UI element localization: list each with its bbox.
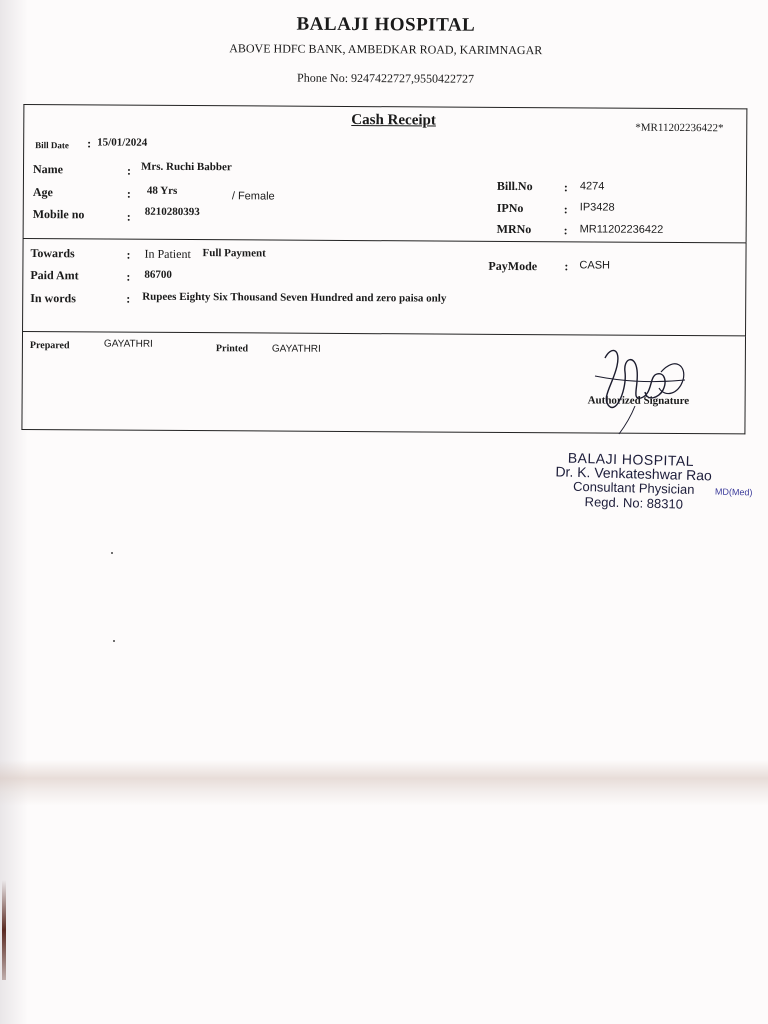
receipt-title: Cash Receipt <box>351 112 436 129</box>
paper-fold-shadow <box>0 760 768 806</box>
paymode-label: PayMode <box>488 258 538 274</box>
bill-no-value: 4274 <box>579 180 605 193</box>
printed-by: GAYATHRI <box>271 343 321 355</box>
mobile-label: Mobile no <box>32 207 85 222</box>
prepared-by: GAYATHRI <box>103 338 153 350</box>
paper-edge <box>2 880 6 980</box>
mr-no-colon: : <box>563 223 568 238</box>
bill-no-colon: : <box>563 180 568 195</box>
paid-amount-label: Paid Amt <box>30 268 79 283</box>
stamp-doctor-name: Dr. K. Venkateshwar Rao <box>555 463 713 484</box>
age-colon: : <box>126 186 131 201</box>
hospital-name: BALAJI HOSPITAL <box>296 13 476 36</box>
patient-age: 48 Yrs <box>146 184 178 197</box>
paid-amount-value: 86700 <box>144 268 172 281</box>
paymode-colon: : <box>564 259 569 274</box>
towards-detail: Full Payment <box>202 247 266 260</box>
amount-in-words: Rupees Eighty Six Thousand Seven Hundred and zero paisa only <box>142 290 447 305</box>
hospital-phone: Phone No: 9247422727,9550422727 <box>297 70 475 86</box>
bill-date-colon: : <box>87 136 92 151</box>
ip-no-colon: : <box>563 202 568 217</box>
in-words-label: In words <box>30 291 76 306</box>
in-words-colon: : <box>126 291 131 306</box>
bill-date-value: 15/01/2024 <box>97 136 148 149</box>
paid-amount-colon: : <box>126 269 131 284</box>
patient-gender: / Female <box>231 190 275 203</box>
towards-colon: : <box>126 247 131 262</box>
name-colon: : <box>126 163 132 178</box>
doctor-stamp <box>548 449 768 512</box>
towards-label: Towards <box>30 246 75 261</box>
stamp-designation: Consultant Physician <box>572 478 695 497</box>
towards-prefix: In Patient <box>144 246 191 262</box>
mr-no-value: MR11202236422 <box>579 223 664 236</box>
age-label: Age <box>32 185 53 200</box>
stamp-hospital-name: BALAJI HOSPITAL <box>567 449 695 469</box>
ip-no-value: IP3428 <box>579 201 615 214</box>
mr-no-label: MRNo <box>496 221 532 237</box>
mr-barcode-text: *MR11202236422* <box>635 121 724 135</box>
bill-date-label: Bill Date <box>35 140 69 151</box>
patient-mobile: 8210280393 <box>144 205 200 219</box>
stamp-registration: Regd. No: 88310 <box>584 494 684 512</box>
printed-label: Printed <box>215 343 249 355</box>
speck <box>113 640 115 642</box>
bill-no-label: Bill.No <box>496 178 533 194</box>
handwritten-signature <box>575 336 695 436</box>
authorized-signature-label: Authorized Signature <box>587 394 690 408</box>
payment-box <box>22 238 747 336</box>
ip-no-label: IPNo <box>496 200 524 216</box>
stamp-qualification: MD(Med) <box>714 486 753 498</box>
prepared-label: Prepared <box>29 340 70 352</box>
patient-name: Mrs. Ruchi Babber <box>140 160 232 174</box>
paymode-value: CASH <box>579 259 611 272</box>
name-label: Name <box>32 162 64 177</box>
mobile-colon: : <box>126 209 131 224</box>
speck <box>111 552 113 554</box>
hospital-address: ABOVE HDFC BANK, AMBEDKAR ROAD, KARIMNAGAR <box>229 41 543 58</box>
